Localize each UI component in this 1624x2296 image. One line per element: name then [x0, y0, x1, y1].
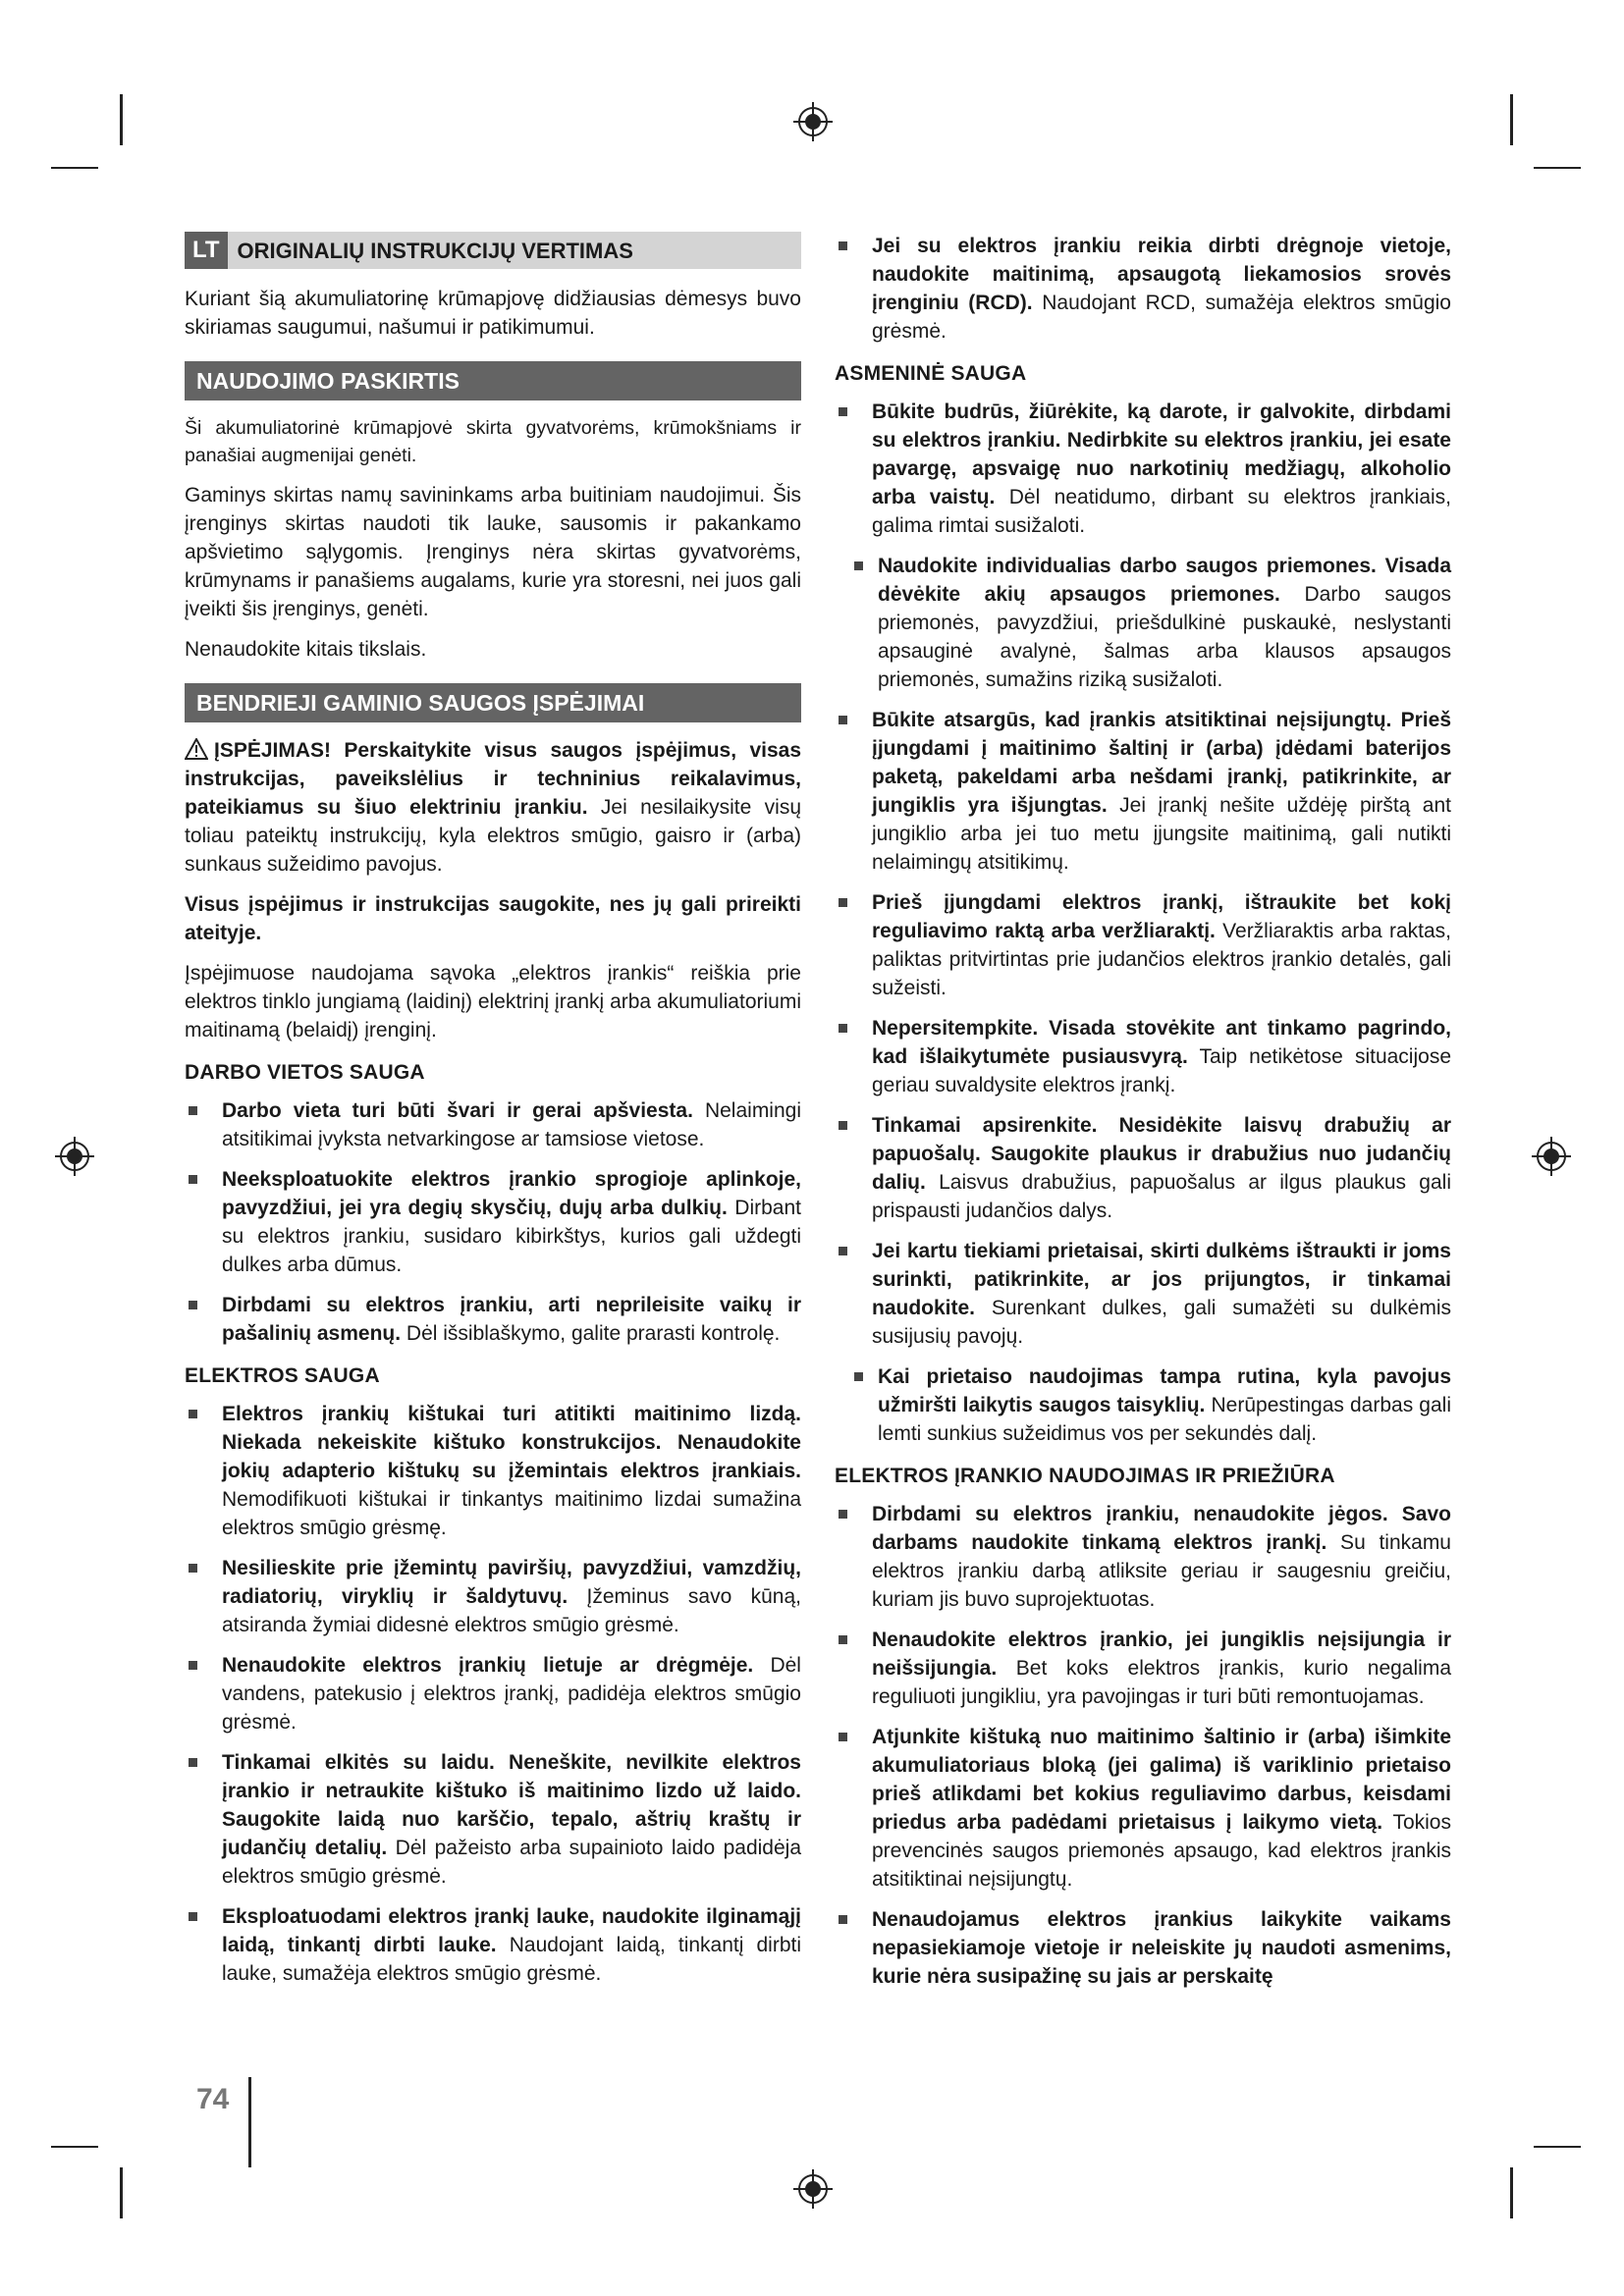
purpose-paragraph: Nenaudokite kitais tikslais. — [185, 638, 427, 661]
list-item: Tinkamai elkitės su laidu. Neneškite, nevilkite elektros įrankio ir netraukite kištuko iš maitinimo lizdo už laido. Saugokite laidą nuo karščio, tepalo, aštrių kraštų ir judančių detalių. Dėl pažeisto arba supainioto laido padidėja elektros smūgio grėsmė. — [185, 1748, 801, 1891]
subsection-title-personal: ASMENINĖ SAUGA — [835, 362, 1027, 385]
crop-mark — [120, 94, 123, 145]
crop-mark — [1510, 2167, 1513, 2218]
left-column — [185, 232, 801, 2000]
intro-paragraph: Kuriant šią akumuliatorinę krūmapjovę didžiausias dėmesys buvo skiriamas saugumui, našumui ir patikimumui. — [185, 288, 801, 339]
list-item: Atjunkite kištuką nuo maitinimo šaltinio ir (arba) išimkite akumuliatoriaus bloką (jei galima) iš variklinio prietaiso prieš atlikdami bet kokius reguliavimo darbus, keisdami priedus arba padėdami prietaisus į laikymo vietą. Tokios prevencinės saugos priemonės apsaugo, kad elektros įrankis atsitiktinai neįsijungtų. — [835, 1723, 1451, 1894]
crop-mark — [51, 167, 98, 169]
keep-instructions: Visus įspėjimus ir instrukcijas saugokite, nes jų gali prireikti ateityje. — [185, 893, 801, 944]
registration-mark-icon — [1532, 1137, 1571, 1176]
section-title-purpose: NAUDOJIMO PASKIRTIS — [185, 361, 801, 400]
list-item: Jei su elektros įrankiu reikia dirbti drėgnoje vietoje, naudokite maitinimą, apsaugotą liekamosios srovės įrenginiu (RCD). Naudojant RCD, sumažėja elektros smūgio grėsmė. — [835, 232, 1451, 346]
list-item: Elektros įrankių kištukai turi atitikti maitinimo lizdą. Niekada nekeiskite kištuko konstrukcijos. Nenaudokite jokių adapterio kištukų su įžemintais elektros įrankiais. Nemodifikuoti kištukai ir tinkantys maitinimo lizdai sumažina elektros smūgio grėsmę. — [185, 1400, 801, 1542]
warning-paragraph — [185, 736, 801, 879]
list-item: Dirbdami su elektros įrankiu, arti neprileisite vaikų ir pašalinių asmenų. Dėl išsiblaškymo, galite prarasti kontrolę. — [185, 1291, 801, 1348]
right-column — [835, 232, 1451, 2002]
list-item: Nepersitempkite. Visada stovėkite ant tinkamo pagrindo, kad išlaikytumėte pusiausvyrą. Taip netikėtose situacijose geriau suvaldysite elektros įrankį. — [835, 1014, 1451, 1099]
list-item: Būkite atsargūs, kad įrankis atsitiktinai neįsijungtų. Prieš įjungdami į maitinimo šaltinį ir (arba) įdėdami baterijos paketą, pakeldami arba nešdami įrankį, patikrinkite, ar jungiklis yra išjungtas. Jei įrankį nešite uždėję pirštą ant jungiklio arba jei tuo metu įjungsite maitinimą, gali nutikti nelaimingų atsitikimų. — [835, 706, 1451, 877]
registration-mark-icon — [793, 102, 833, 141]
section-title-general-safety: BENDRIEJI GAMINIO SAUGOS ĮSPĖJIMAI — [185, 683, 801, 722]
warning-bold: ĮSPĖJIMAS! Perskaitykite visus saugos įspėjimus, visas instrukcijas, paveikslėlius ir techninius reikalavimus, pateikiamus su šiuo elektriniu įrankiu. — [185, 739, 801, 819]
list-item: Tinkamai apsirenkite. Nesidėkite laisvų drabužių ar papuošalų. Saugokite plaukus ir drabužius nuo judančių dalių. Laisvus drabužius, papuošalus ar ilgus plaukus gali prispausti judančios dalys. — [835, 1111, 1451, 1225]
list-item: Būkite budrūs, žiūrėkite, ką darote, ir galvokite, dirbdami su elektros įrankiu. Nedirbkite su elektros įrankiu, jei esate pavargę, apsvaigę nuo narkotinių medžiagų, alkoholio arba vaistų. Dėl neatidumo, dirbant su elektros įrankiais, galima rimtai susižaloti. — [835, 398, 1451, 540]
registration-mark-icon — [793, 2169, 833, 2209]
crop-mark — [1534, 167, 1581, 169]
crop-mark — [51, 2146, 98, 2148]
language-code: LT — [185, 232, 228, 269]
list-item: Eksploatuodami elektros įrankį lauke, naudokite ilginamąjį laidą, tinkantį dirbti lauke. Naudojant laidą, tinkantį dirbti lauke, sumažėja elektros smūgio grėsmė. — [185, 1902, 801, 1988]
purpose-paragraph: Gaminys skirtas namų savininkams arba buitiniam naudojimui. Šis įrenginys skirtas naudoti tik lauke, sausomis ir pakankamo apšvietimo sąlygomis. Įrenginys nėra skirtas gyvatvorėms, krūmynams ir panašiems augalams, kurie yra storesni, nei juos gali įveikti šis įrenginys, genėti. — [185, 484, 801, 620]
crop-mark — [1510, 94, 1513, 145]
definition-paragraph: Įspėjimuose naudojama sąvoka „elektros įrankis“ reiškia prie elektros tinklo jungiamą (laidinį) elektrinį įrankį arba akumuliatoriumi maitinamą (belaidį) įrenginį. — [185, 962, 801, 1041]
list-item: Kai prietaiso naudojimas tampa rutina, kyla pavojus užmiršti laikytis saugos taisyklių. Nerūpestingas darbas gali lemti sunkius sužeidimus vos per sekundės dalį. — [835, 1362, 1451, 1448]
language-header — [185, 232, 801, 269]
list-item: Jei kartu tiekiami prietaisai, skirti dulkėms ištraukti ir joms surinkti, patikrinkite, ar jos prijungtos, ir tinkamai naudokite. Surenkant dulkes, gali sumažėti su dulkėmis susijusių pavojų. — [835, 1237, 1451, 1351]
registration-mark-icon — [55, 1137, 94, 1176]
page-number: 74 — [196, 2083, 230, 2115]
list-item: Nenaudojamus elektros įrankius laikykite vaikams nepasiekiamoje vietoje ir neleiskite jų naudoti asmenims, kurie nėra susipažinę su jais ar perskaitę — [835, 1905, 1451, 1991]
subsection-title-electrical: ELEKTROS SAUGA — [185, 1364, 380, 1387]
warning-text: Jei nesilaikysite visų toliau pateiktų instrukcijų, kyla elektros smūgio, gaisro ir (arba) sunkaus sužeidimo pavojus. — [185, 796, 801, 876]
crop-mark — [1534, 2146, 1581, 2148]
subsection-title-tool-use: ELEKTROS ĮRANKIO NAUDOJIMAS IR PRIEŽIŪRA — [835, 1465, 1335, 1487]
list-item: Darbo vieta turi būti švari ir gerai apšviesta. Nelaimingi atsitikimai įvyksta netvarkingose ar tamsiose vietose. — [185, 1096, 801, 1153]
list-item: Nenaudokite elektros įrankių lietuje ar drėgmėje. Dėl vandens, patekusio į elektros įrankį, padidėja elektros smūgio grėsmė. — [185, 1651, 801, 1736]
list-item: Prieš įjungdami elektros įrankį, ištraukite bet kokį reguliavimo raktą arba veržliaraktį. Veržliaraktis arba raktas, paliktas pritvirtintas prie judančios elektros įrankio detalės, gali sužeisti. — [835, 888, 1451, 1002]
warning-triangle-icon — [185, 738, 208, 760]
document-title: ORIGINALIŲ INSTRUKCIJŲ VERTIMAS — [237, 238, 633, 263]
purpose-paragraph: Ši akumuliatorinė krūmapjovė skirta gyvatvorėms, krūmokšniams ir panašiai augmenijai genėti. — [185, 417, 801, 466]
list-item: Naudokite individualias darbo saugos priemones. Visada dėvėkite akių apsaugos priemones. Darbo saugos priemonės, pavyzdžiui, priešdulkinė puskaukė, neslystanti apsauginė avalynė, šalmas arba klausos apsaugos priemonės, sumažins riziką susižaloti. — [835, 552, 1451, 694]
crop-mark — [120, 2167, 123, 2218]
page-number-rule — [248, 2077, 251, 2167]
list-item: Nesilieskite prie įžemintų paviršių, pavyzdžiui, vamzdžių, radiatorių, viryklių ir šaldytuvų. Įžeminus savo kūną, atsiranda žymiai didesnė elektros smūgio grėsmė. — [185, 1554, 801, 1639]
subsection-title-work-area: DARBO VIETOS SAUGA — [185, 1061, 425, 1084]
list-item: Neeksploatuokite elektros įrankio sprogioje aplinkoje, pavyzdžiui, jei yra degių skysčių, dujų arba dulkių. Dirbant su elektros įrankiu, susidaro kibirkštys, kurios gali uždegti dulkes arba dūmus. — [185, 1165, 801, 1279]
list-item: Dirbdami su elektros įrankiu, nenaudokite jėgos. Savo darbams naudokite tinkamą elektros įrankį. Su tinkamu elektros įrankiu darbą atliksite geriau ir saugesniu greičiu, kuriam jis buvo suprojektuotas. — [835, 1500, 1451, 1614]
list-item: Nenaudokite elektros įrankio, jei jungiklis neįsijungia ir neišsijungia. Bet koks elektros įrankis, kurio negalima reguliuoti jungikliu, yra pavojingas ir turi būti remontuojamas. — [835, 1626, 1451, 1711]
